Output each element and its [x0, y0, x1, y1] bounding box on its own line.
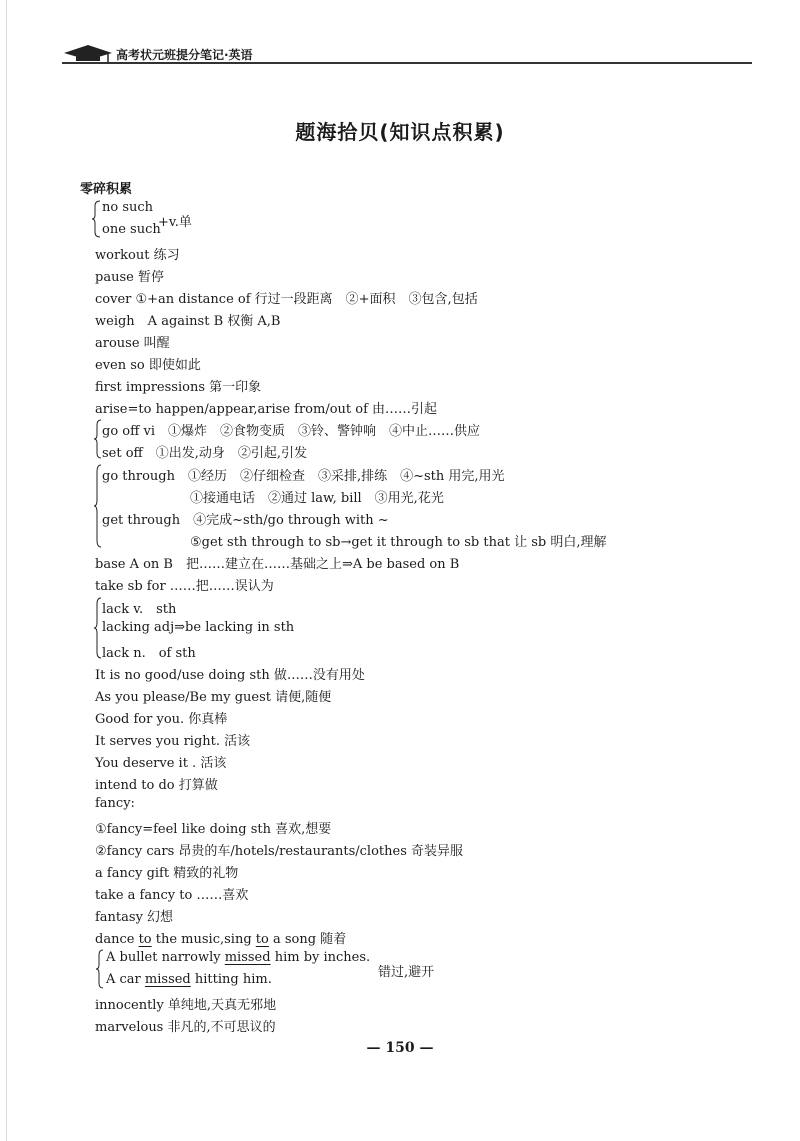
- text-part: A bullet narrowly: [106, 950, 225, 965]
- note-line: weigh A against B 权衡 A,B: [95, 314, 281, 329]
- note-line: fancy:: [95, 796, 135, 811]
- note-line-dance: [95, 928, 346, 947]
- note-line: fantasy 幻想: [95, 910, 174, 925]
- note-line: first impressions 第一印象: [95, 380, 262, 395]
- note-line: ①fancy=feel like doing sth 喜欢,想要: [95, 822, 332, 837]
- page-title: 题海拾贝(知识点积累): [295, 120, 505, 144]
- text-part: him by inches.: [270, 950, 371, 965]
- underlined-word: to: [138, 932, 152, 947]
- text-part: hitting him.: [190, 972, 272, 987]
- header-text: 高考状元班提分笔记·英语: [116, 48, 253, 62]
- brace-line: [106, 950, 370, 965]
- header-rule: [62, 62, 752, 64]
- note-line: You deserve it . 活该: [95, 756, 227, 771]
- brace-line: lack v. sth: [102, 602, 177, 617]
- note-line: workout 练习: [95, 248, 180, 263]
- note-line: even so 即使如此: [95, 358, 201, 373]
- brace-line: get through ④完成~sth/go through with ~: [102, 513, 389, 528]
- brace-suffix: +v.单: [158, 215, 192, 230]
- brace-line: [106, 972, 272, 987]
- note-line: take sb for ……把……误认为: [95, 579, 274, 594]
- text-part: the music,sing: [151, 932, 256, 947]
- brace-suffix: 错过,避开: [378, 965, 435, 980]
- brace-line: go through ①经历 ②仔细检查 ③采排,排练 ④~sth 用完,用光: [102, 469, 505, 484]
- note-line: arouse 叫醒: [95, 336, 170, 351]
- text-part: dance: [95, 932, 139, 947]
- brace-line: ⑤get sth through to sb→get it through to sb that 让 sb 明白,理解: [190, 535, 607, 550]
- brace-line: lack n. of sth: [102, 646, 196, 661]
- note-line: innocently 单纯地,天真无邪地: [95, 998, 277, 1013]
- note-line: base A on B 把……建立在……基础之上⇒A be based on B: [95, 557, 460, 572]
- brace-line: set off ①出发,动身 ②引起,引发: [102, 446, 308, 461]
- page-header: [62, 42, 752, 66]
- page-number: — 150 —: [366, 1040, 434, 1056]
- brace-line: no such: [102, 200, 154, 215]
- brace: [94, 464, 102, 548]
- note-line: ②fancy cars 昂贵的车/hotels/restaurants/clothes 奇装异服: [95, 844, 463, 859]
- note-line: pause 暂停: [95, 270, 164, 285]
- brace: [94, 597, 102, 659]
- section-heading: 零碎积累: [80, 182, 133, 197]
- note-line: take a fancy to ……喜欢: [95, 888, 249, 903]
- brace: [94, 419, 102, 459]
- scan-margin-line: [6, 0, 7, 1141]
- underlined-word: to: [255, 932, 269, 947]
- note-line: As you please/Be my guest 请便,随便: [95, 690, 332, 705]
- note-line: Good for you. 你真棒: [95, 712, 228, 727]
- note-line: arise=to happen/appear,arise from/out of 由……引起: [95, 402, 438, 417]
- brace-line: one such: [102, 222, 161, 237]
- brace-line: go off vi ①爆炸 ②食物变质 ③铃、警钟响 ④中止……供应: [102, 424, 480, 439]
- note-line: a fancy gift 精致的礼物: [95, 866, 239, 881]
- note-line: It is no good/use doing sth 做……没有用处: [95, 668, 365, 683]
- text-part: A car: [106, 972, 145, 987]
- note-line: It serves you right. 活该: [95, 734, 251, 749]
- brace: [92, 200, 102, 238]
- underlined-word: missed: [224, 950, 271, 965]
- note-line: intend to do 打算做: [95, 778, 218, 793]
- brace-line: ①接通电话 ②通过 law, bill ③用光,花光: [190, 491, 444, 506]
- note-line: marvelous 非凡的,不可思议的: [95, 1020, 276, 1035]
- underlined-word: missed: [144, 972, 191, 987]
- text-part: a song 随着: [268, 932, 347, 947]
- note-line: cover ①+an distance of 行过一段距离 ②+面积 ③包含,包括: [95, 292, 478, 307]
- brace-line: lacking adj⇒be lacking in sth: [102, 620, 295, 635]
- brace: [96, 949, 104, 989]
- graduation-cap-icon: [62, 44, 114, 64]
